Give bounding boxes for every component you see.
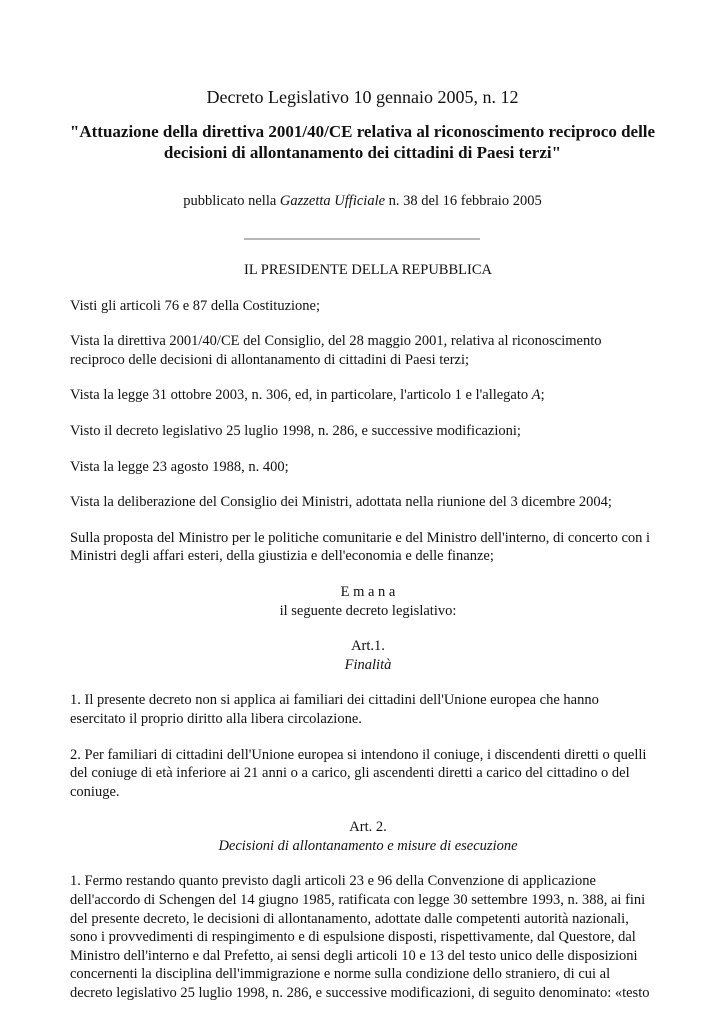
preamble-paragraph	[70, 386, 666, 405]
text-line: Vista la direttiva 2001/40/CE del Consiglio, del 28 maggio 2001, relativa al riconoscimento	[70, 333, 602, 350]
article-number: Art.1.	[351, 638, 385, 655]
publication-prefix: pubblicato nella	[183, 193, 280, 209]
preamble-paragraph: Vista la legge 23 agosto 1988, n. 400;	[70, 458, 289, 475]
text-line: coniuge.	[70, 783, 120, 800]
decree-body	[70, 261, 666, 1020]
text-line: del coniuge di età inferiore ai 21 anni o a carico, gli ascendenti diretti a carico del cittadino o del	[70, 765, 630, 782]
text-run: ;	[540, 387, 545, 404]
decree-subtitle	[40, 121, 685, 163]
preamble-paragraph: Vista la deliberazione del Consiglio dei Ministri, adottata nella riunione del 3 dicembre 2004;	[70, 494, 612, 511]
publication-note	[0, 192, 725, 210]
decree-subtitle-line: "Attuazione della direttiva 2001/40/CE relativa al riconoscimento reciproco delle	[69, 122, 656, 141]
article-title: Decisioni di allontanamento e misure di esecuzione	[218, 837, 518, 854]
publication-suffix: n. 38 del 16 febbraio 2005	[385, 193, 542, 209]
text-line: Ministri degli affari esteri, della giustizia e dell'economia e delle finanze;	[70, 548, 494, 565]
text-line: Sulla proposta del Ministro per le politiche comunitarie e del Ministro dell'interno, di concerto con i	[70, 529, 651, 546]
text-line: concernenti la disciplina dell'immigrazione e norme sulla condizione dello straniero, di cui al	[70, 966, 611, 983]
text-line: 1. Il presente decreto non si applica ai familiari dei cittadini dell'Unione europea che hanno	[70, 692, 599, 709]
publication-gazette: Gazzetta Ufficiale	[279, 193, 386, 209]
article-paragraph	[70, 691, 666, 728]
text-line: decreto legislativo 25 luglio 1998, n. 286, e successive modificazioni, di seguito denominato: «testo	[70, 985, 650, 1002]
text-line: sono i provvedimenti di respingimento e di espulsione disposti, rispettivamente, dal Questore, dal	[70, 929, 636, 946]
horizontal-divider	[244, 238, 480, 240]
presidente-heading: IL PRESIDENTE DELLA REPUBBLICA	[244, 262, 492, 278]
preamble-paragraph: Visti gli articoli 76 e 87 della Costituzione;	[70, 297, 321, 314]
emana-block	[70, 583, 666, 620]
text-line: dell'accordo di Schengen del 14 giugno 1985, ratificata con legge 30 settembre 1993, n. 388, ai fini	[70, 892, 646, 909]
decree-subtitle-line: decisioni di allontanamento dei cittadini di Paesi terzi"	[163, 143, 562, 162]
text-line: 1. Fermo restando quanto previsto dagli articoli 23 e 96 della Convenzione di applicazione	[70, 873, 596, 890]
text-run-italic: A	[531, 387, 541, 404]
preamble-paragraph	[70, 529, 666, 566]
article-heading	[70, 818, 666, 855]
text-line: del presente decreto, le decisioni di allontanamento, adottate dalle competenti autorità nazionali,	[70, 910, 629, 927]
text-line: esercitato il proprio diritto alla libera circolazione.	[70, 710, 362, 727]
preamble-paragraph: Visto il decreto legislativo 25 luglio 1998, n. 286, e successive modificazioni;	[70, 422, 521, 439]
text-run: Vista la legge 31 ottobre 2003, n. 306, ed, in particolare, l'articolo 1 e l'allegato	[70, 387, 532, 404]
article-heading	[70, 637, 666, 674]
article-paragraph	[70, 872, 666, 1002]
emana-subheading: il seguente decreto legislativo:	[279, 602, 457, 619]
article-paragraph	[70, 746, 666, 802]
text-line: Ministro dell'interno e dal Prefetto, ai sensi degli articoli 10 e 13 del testo unico delle disposizioni	[70, 947, 638, 964]
text-line: 2. Per familiari di cittadini dell'Unione europea si intendono il coniuge, i discendenti diretti o quelli	[70, 746, 647, 763]
emana-heading: E m a n a	[340, 583, 396, 600]
preamble-paragraph	[70, 332, 666, 369]
article-title: Finalità	[344, 656, 392, 673]
text-line: reciproco delle decisioni di allontanamento di cittadini di Paesi terzi;	[70, 351, 470, 368]
article-number: Art. 2.	[349, 819, 387, 836]
decree-title: Decreto Legislativo 10 gennaio 2005, n. 12	[206, 87, 519, 107]
